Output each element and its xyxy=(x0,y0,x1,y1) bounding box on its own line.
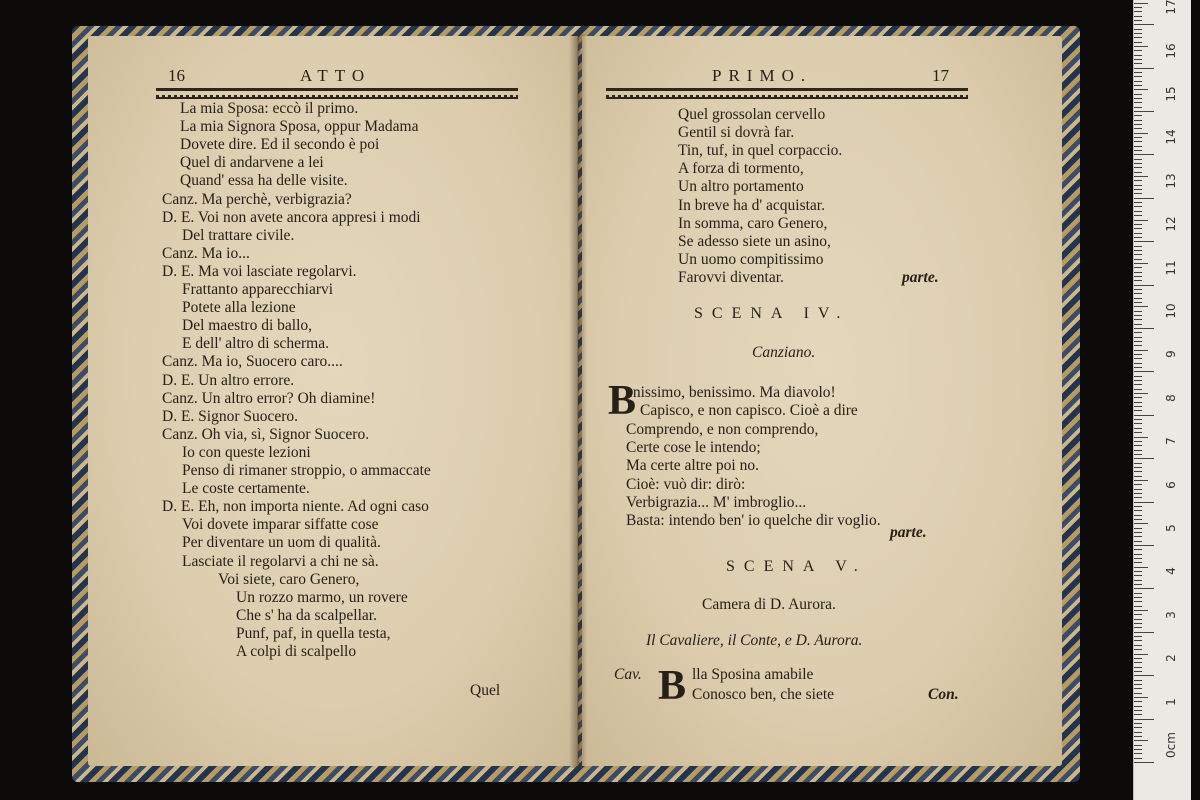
ruler-tick xyxy=(1134,55,1142,56)
ruler-tick xyxy=(1134,345,1142,346)
ruler-tick xyxy=(1134,732,1142,733)
ruler-tick xyxy=(1134,324,1142,325)
ruler-tick xyxy=(1134,454,1142,455)
left-header-rule xyxy=(156,88,518,99)
ruler-label: 5 xyxy=(1164,524,1178,532)
ruler-tick xyxy=(1134,532,1142,533)
text-line: Cioè: vuò dir: dirò: xyxy=(626,475,746,493)
ruler-tick xyxy=(1134,46,1148,47)
ruler-tick xyxy=(1134,706,1142,707)
ruler-tick xyxy=(1134,558,1142,559)
ruler-tick xyxy=(1134,423,1142,424)
ruler-tick xyxy=(1134,128,1142,129)
ruler-tick xyxy=(1134,154,1154,155)
left-running-header: ATTO xyxy=(300,66,372,85)
ruler-label: 17 xyxy=(1164,0,1178,15)
ruler-tick xyxy=(1134,627,1142,628)
left-page-number: 16 xyxy=(168,66,185,85)
ruler-tick xyxy=(1134,3,1148,4)
ruler-tick xyxy=(1134,410,1142,411)
ruler-tick xyxy=(1134,33,1142,34)
left-page xyxy=(88,36,578,766)
drop-cap-1: B xyxy=(608,378,637,424)
ruler-tick xyxy=(1134,89,1148,90)
ruler-tick xyxy=(1134,736,1142,737)
ruler-tick xyxy=(1134,98,1142,99)
ruler-tick xyxy=(1134,16,1142,17)
text-line: Gentil si dovrà far. xyxy=(678,124,795,142)
ruler-tick xyxy=(1134,246,1142,247)
book-gutter xyxy=(569,34,587,768)
ruler-tick xyxy=(1134,167,1142,168)
ruler-tick xyxy=(1134,124,1142,125)
ruler-tick xyxy=(1134,467,1142,468)
ruler-tick xyxy=(1134,632,1154,633)
ruler-tick xyxy=(1134,337,1142,338)
scene-5-characters: Il Cavaliere, il Conte, e D. Aurora. xyxy=(646,632,863,649)
ruler-tick xyxy=(1134,445,1142,446)
text-line: In somma, caro Genero, xyxy=(678,214,828,232)
text-line: Capisco, e non capisco. Cioè a dire xyxy=(640,402,858,420)
ruler-tick xyxy=(1134,350,1148,351)
ruler-tick xyxy=(1134,150,1142,151)
ruler-tick xyxy=(1134,727,1142,728)
ruler-tick xyxy=(1134,358,1142,359)
ruler-tick xyxy=(1134,198,1154,199)
ruler-tick xyxy=(1134,428,1142,429)
ruler-tick xyxy=(1134,20,1142,21)
ruler-tick xyxy=(1134,220,1148,221)
text-line: A forza di tormento, xyxy=(678,160,804,178)
ruler-tick xyxy=(1134,102,1142,103)
ruler-tick xyxy=(1134,597,1142,598)
ruler-tick xyxy=(1134,341,1142,342)
exit-direction-1: parte. xyxy=(902,269,939,286)
text-line: D. E. Un altro errore. xyxy=(162,371,295,389)
ruler-tick xyxy=(1134,380,1142,381)
text-line: Potete alla lezione xyxy=(182,299,296,317)
ruler-tick xyxy=(1134,580,1142,581)
ruler-tick xyxy=(1134,133,1148,134)
ruler-tick xyxy=(1134,667,1142,668)
text-line: Canz. Oh via, sì, Signor Suocero. xyxy=(162,425,370,443)
ruler-tick xyxy=(1134,397,1142,398)
ruler-tick xyxy=(1134,415,1154,416)
ruler-tick xyxy=(1134,688,1142,689)
ruler-tick xyxy=(1134,623,1142,624)
ruler-tick xyxy=(1134,107,1142,108)
text-line: In breve ha d' acquistar. xyxy=(678,196,825,214)
text-line: D. E. Ma voi lasciate regolarvi. xyxy=(162,262,357,280)
ruler-label: 1 xyxy=(1164,697,1178,706)
text-line: Quand' essa ha delle visite. xyxy=(180,172,348,190)
ruler-tick xyxy=(1134,753,1142,754)
ruler-tick xyxy=(1134,471,1142,472)
ruler-tick xyxy=(1134,206,1142,207)
ruler-tick xyxy=(1134,567,1148,568)
ruler-tick xyxy=(1134,215,1142,216)
ruler-tick xyxy=(1134,571,1142,572)
ruler-label: 6 xyxy=(1164,480,1178,489)
text-line: Farovvi diventar. xyxy=(678,268,784,286)
ruler-tick xyxy=(1134,176,1148,177)
left-catchword: Quel xyxy=(470,682,501,699)
ruler-tick xyxy=(1134,519,1142,520)
text-line: Quel grossolan cervello xyxy=(678,106,826,123)
ruler-label: 15 xyxy=(1164,86,1178,102)
ruler-tick xyxy=(1134,115,1142,116)
ruler-label: 7 xyxy=(1164,437,1178,446)
measuring-ruler xyxy=(1133,0,1191,800)
ruler-tick xyxy=(1134,745,1142,746)
ruler-tick xyxy=(1134,463,1142,464)
ruler-tick xyxy=(1134,11,1142,12)
text-line: Un uomo compitissimo xyxy=(678,250,824,268)
drop-cap-2: B xyxy=(658,663,687,709)
ruler-tick xyxy=(1134,276,1142,277)
ruler-tick xyxy=(1134,684,1142,685)
text-line: D. E. Signor Suocero. xyxy=(162,407,299,425)
ruler-tick xyxy=(1134,740,1148,741)
ruler-tick xyxy=(1134,502,1154,503)
ruler-tick xyxy=(1134,120,1142,121)
text-line: Che s' ha da scalpellar. xyxy=(236,606,377,624)
ruler-tick xyxy=(1134,250,1142,251)
text-line: E dell' altro di scherma. xyxy=(182,335,329,353)
ruler-tick xyxy=(1134,593,1142,594)
ruler-tick xyxy=(1134,575,1142,576)
ruler-tick xyxy=(1134,376,1142,377)
ruler-tick xyxy=(1134,76,1142,77)
ruler-tick xyxy=(1134,111,1154,112)
ruler-tick xyxy=(1134,315,1142,316)
ruler-tick xyxy=(1134,293,1142,294)
ruler-tick xyxy=(1134,72,1142,73)
ruler-tick xyxy=(1134,68,1154,69)
ruler-tick xyxy=(1134,762,1154,763)
text-line: Del maestro di ballo, xyxy=(182,317,312,335)
text-line: enissimo, benissimo. Ma diavolo! xyxy=(626,384,836,401)
ruler-tick xyxy=(1134,719,1154,720)
ruler-tick xyxy=(1134,24,1154,25)
ruler-tick xyxy=(1134,662,1142,663)
right-page xyxy=(582,36,1062,766)
ruler-tick xyxy=(1134,640,1142,641)
ruler-tick xyxy=(1134,94,1142,95)
ruler-tick xyxy=(1134,701,1142,702)
speaker-cavaliere: Cav. xyxy=(614,666,642,683)
text-line: D. E. Voi non avete ancora appresi i modi xyxy=(162,208,421,226)
right-page-number: 17 xyxy=(932,66,949,85)
ruler-tick xyxy=(1134,180,1142,181)
ruler-tick xyxy=(1134,42,1142,43)
ruler-tick xyxy=(1134,749,1142,750)
text-line: Un rozzo marmo, un rovere xyxy=(236,588,408,606)
scene-5-setting: Camera di D. Aurora. xyxy=(702,596,836,613)
ruler-tick xyxy=(1134,610,1148,611)
ruler-tick xyxy=(1134,367,1142,368)
ruler-tick xyxy=(1134,515,1142,516)
ruler-tick xyxy=(1134,254,1142,255)
ruler-tick xyxy=(1134,523,1148,524)
ruler-tick xyxy=(1134,202,1142,203)
right-running-header: PRIMO. xyxy=(712,66,813,85)
ruler-tick xyxy=(1134,285,1154,286)
ruler-tick xyxy=(1134,606,1142,607)
ruler-tick xyxy=(1134,146,1142,147)
ruler-tick xyxy=(1134,528,1142,529)
ruler-tick xyxy=(1134,419,1142,420)
right-catchword: Con. xyxy=(928,686,959,703)
text-line: Certe cose le intendo; xyxy=(626,438,761,456)
ruler-tick xyxy=(1134,228,1142,229)
ruler-tick xyxy=(1134,493,1142,494)
ruler-tick xyxy=(1134,289,1142,290)
ruler-tick xyxy=(1134,510,1142,511)
ruler-label: 10 xyxy=(1164,303,1178,319)
ruler-tick xyxy=(1134,354,1142,355)
ruler-label: 12 xyxy=(1164,216,1178,232)
ruler-label: 9 xyxy=(1164,350,1178,359)
duet-line: lla Sposina amabile xyxy=(692,666,814,683)
text-line: Canz. Ma io, Suocero caro.... xyxy=(162,353,343,371)
ruler-tick xyxy=(1134,37,1142,38)
duet-line: Conosco ben, che siete xyxy=(692,686,835,703)
text-line: Basta: intendo ben' io quelche dir voglio. xyxy=(626,512,881,530)
ruler-label: 16 xyxy=(1164,42,1178,59)
ruler-tick xyxy=(1134,432,1142,433)
ruler-tick xyxy=(1134,85,1142,86)
ruler-tick xyxy=(1134,758,1142,759)
ruler-tick xyxy=(1134,298,1142,299)
ruler-tick xyxy=(1134,541,1142,542)
scene-4-character: Canziano. xyxy=(752,344,816,361)
text-line: Se adesso siete un asino, xyxy=(678,232,831,250)
ruler-tick xyxy=(1134,636,1142,637)
ruler-label: 8 xyxy=(1164,393,1178,402)
ruler-tick xyxy=(1134,584,1142,585)
ruler-tick xyxy=(1134,441,1142,442)
ruler-tick xyxy=(1134,137,1142,138)
ruler-label: 2 xyxy=(1164,654,1178,663)
ruler-tick xyxy=(1134,393,1148,394)
ruler-tick xyxy=(1134,497,1142,498)
text-line: La mia Sposa: eccò il primo. xyxy=(180,100,359,117)
ruler-tick xyxy=(1134,450,1142,451)
ruler-tick xyxy=(1134,211,1142,212)
ruler-tick xyxy=(1134,59,1142,60)
text-line: Quel di andarvene a lei xyxy=(180,154,324,172)
scene-5-title: SCENA V. xyxy=(726,558,867,575)
scene-4-title: SCENA IV. xyxy=(694,305,850,322)
ruler-tick xyxy=(1134,371,1154,372)
text-line: Un altro portamento xyxy=(678,178,804,196)
ruler-label: 13 xyxy=(1164,173,1178,189)
ruler-tick xyxy=(1134,549,1142,550)
ruler-tick xyxy=(1134,658,1142,659)
ruler-tick xyxy=(1134,545,1154,546)
book-binding xyxy=(72,26,1080,782)
ruler-tick xyxy=(1134,562,1142,563)
ruler-tick xyxy=(1134,259,1142,260)
ruler-tick xyxy=(1134,697,1148,698)
ruler-tick xyxy=(1134,267,1142,268)
ruler-tick xyxy=(1134,311,1142,312)
text-line: Del trattare civile. xyxy=(182,226,295,244)
text-line: Frattanto apparecchiarvi xyxy=(182,281,334,298)
ruler-label: 11 xyxy=(1164,259,1178,276)
text-line: Lasciate il regolarvi a chi ne sà. xyxy=(182,552,379,570)
ruler-tick xyxy=(1134,193,1142,194)
ruler-tick xyxy=(1134,280,1142,281)
ruler-tick xyxy=(1134,189,1142,190)
ruler-tick xyxy=(1134,614,1142,615)
ruler-tick xyxy=(1134,680,1142,681)
ruler-tick xyxy=(1134,476,1142,477)
ruler-label: 14 xyxy=(1164,129,1178,146)
right-header-rule xyxy=(606,88,968,99)
ruler-tick xyxy=(1134,241,1154,242)
ruler-tick xyxy=(1134,332,1142,333)
ruler-tick xyxy=(1134,163,1142,164)
text-line: Canz. Un altro error? Oh diamine! xyxy=(162,389,376,407)
ruler-tick xyxy=(1134,693,1142,694)
ruler-label: 4 xyxy=(1164,567,1178,576)
ruler-tick xyxy=(1134,506,1142,507)
ruler-tick xyxy=(1134,536,1142,537)
text-line: A colpi di scalpello xyxy=(236,643,357,660)
ruler-tick xyxy=(1134,328,1154,329)
text-line: Le coste certamente. xyxy=(182,480,310,498)
ruler-tick xyxy=(1134,649,1142,650)
ruler-tick xyxy=(1134,81,1142,82)
ruler-tick xyxy=(1134,233,1142,234)
text-line: La mia Signora Sposa, oppur Madama xyxy=(180,118,419,136)
text-line: Dovete dire. Ed il secondo è poi xyxy=(180,136,380,154)
ruler-tick xyxy=(1134,458,1154,459)
ruler-tick xyxy=(1134,263,1148,264)
ruler-tick xyxy=(1134,237,1142,238)
ruler-tick xyxy=(1134,272,1142,273)
ruler-tick xyxy=(1134,489,1142,490)
text-line: D. E. Eh, non importa niente. Ad ogni caso xyxy=(162,498,429,516)
ruler-tick xyxy=(1134,619,1142,620)
ruler-tick xyxy=(1134,384,1142,385)
ruler-tick xyxy=(1134,306,1148,307)
text-line: Verbigrazia... M' imbroglio... xyxy=(626,493,807,511)
text-line: Per diventare un uom di qualità. xyxy=(182,534,381,552)
text-line: Canz. Ma perchè, verbigrazia? xyxy=(162,190,352,208)
text-line: Canz. Ma io... xyxy=(162,244,250,262)
ruler-tick xyxy=(1134,224,1142,225)
ruler-tick xyxy=(1134,554,1142,555)
ruler-tick xyxy=(1134,172,1142,173)
ruler-tick xyxy=(1134,159,1142,160)
ruler-tick xyxy=(1134,363,1142,364)
ruler-tick xyxy=(1134,50,1142,51)
ruler-tick xyxy=(1134,484,1142,485)
text-line: Voi dovete imparar siffatte cose xyxy=(182,516,379,534)
text-line: Voi siete, caro Genero, xyxy=(218,570,360,588)
ruler-tick xyxy=(1134,302,1142,303)
ruler-tick xyxy=(1134,723,1142,724)
text-line: Ma certe altre poi no. xyxy=(626,457,759,475)
ruler-tick xyxy=(1134,29,1142,30)
ruler-tick xyxy=(1134,675,1154,676)
ruler-tick xyxy=(1134,645,1142,646)
ruler-tick xyxy=(1134,7,1142,8)
text-line: Penso di rimaner stroppio, o ammaccate xyxy=(182,462,431,479)
ruler-tick xyxy=(1134,389,1142,390)
text-line: Comprendo, e non comprendo, xyxy=(626,420,819,438)
exit-direction-2: parte. xyxy=(890,524,927,541)
ruler-tick xyxy=(1134,141,1142,142)
ruler-tick xyxy=(1134,654,1148,655)
ruler-label: 0cm xyxy=(1164,732,1178,758)
ruler-tick xyxy=(1134,710,1142,711)
ruler-tick xyxy=(1134,437,1148,438)
ruler-tick xyxy=(1134,588,1154,589)
ruler-label: 3 xyxy=(1164,610,1178,619)
ruler-tick xyxy=(1134,601,1142,602)
ruler-tick xyxy=(1134,480,1148,481)
ruler-tick xyxy=(1134,402,1142,403)
ruler-tick xyxy=(1134,406,1142,407)
ruler-tick xyxy=(1134,63,1142,64)
ruler-tick xyxy=(1134,185,1142,186)
ruler-tick xyxy=(1134,671,1142,672)
ruler-tick xyxy=(1134,714,1142,715)
text-line: Tin, tuf, in quel corpaccio. xyxy=(678,142,843,160)
ruler-tick xyxy=(1134,319,1142,320)
text-line: Io con queste lezioni xyxy=(182,443,311,461)
text-line: Punf, paf, in quella testa, xyxy=(236,624,391,642)
